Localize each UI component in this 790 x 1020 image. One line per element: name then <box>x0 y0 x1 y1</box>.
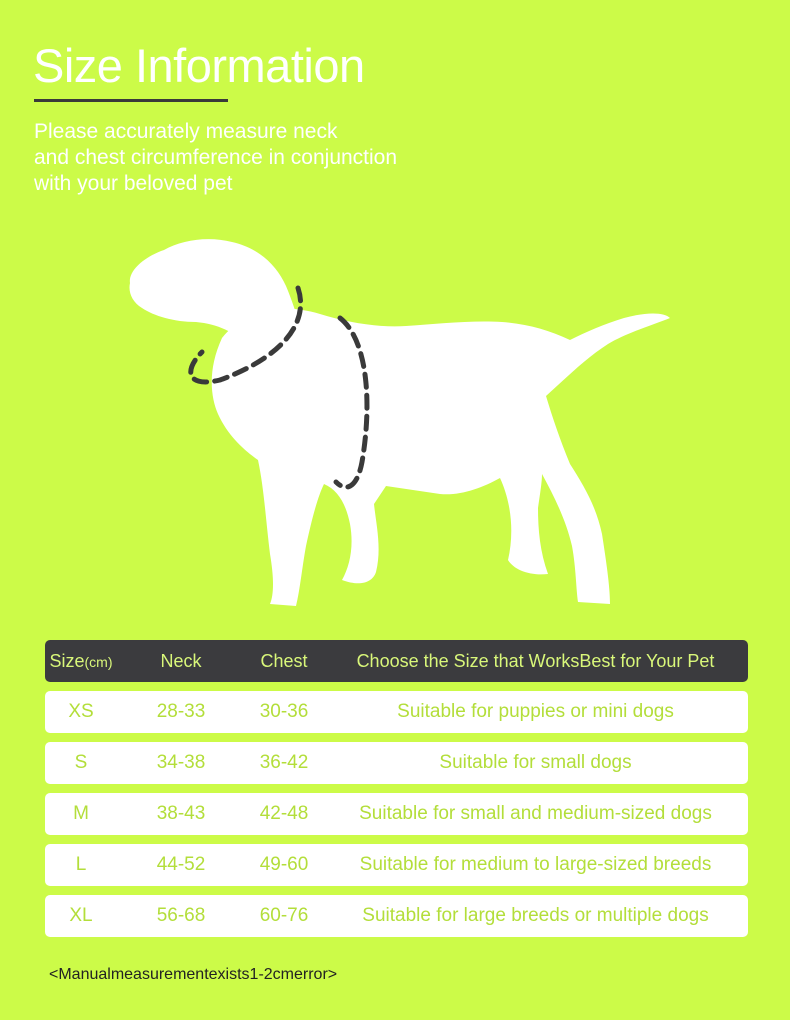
subtitle-line: and chest circumference in conjunction <box>34 146 398 169</box>
table-row <box>45 793 748 835</box>
cell-size: S <box>74 752 88 773</box>
cell-size: XL <box>69 905 93 926</box>
cell-description: Suitable for puppies or mini dogs <box>397 701 674 722</box>
cell-chest: 49-60 <box>259 854 309 875</box>
subtitle-line: Please accurately measure neck <box>34 120 338 143</box>
cell-chest: 36-42 <box>259 752 309 773</box>
page-title: Size Information <box>33 39 365 92</box>
cell-neck: 34-38 <box>156 752 206 773</box>
subtitle-line: with your beloved pet <box>34 172 233 195</box>
cell-chest: 60-76 <box>259 905 309 926</box>
title-underline <box>34 99 228 102</box>
header-size: Size(cm) <box>49 650 113 671</box>
header-size-unit: (cm) <box>84 653 113 670</box>
cell-chest: 42-48 <box>259 803 309 824</box>
table-row <box>45 691 748 733</box>
cell-size: XS <box>68 701 94 722</box>
cell-size: M <box>73 803 89 824</box>
cell-description: Suitable for medium to large-sized breeds <box>359 854 712 875</box>
size-table <box>45 640 748 946</box>
cell-chest: 30-36 <box>259 701 309 722</box>
cell-description: Suitable for small and medium-sized dogs <box>359 803 712 824</box>
table-row <box>45 742 748 784</box>
cell-description: Suitable for large breeds or multiple dogs <box>362 905 709 926</box>
cell-neck: 38-43 <box>156 803 206 824</box>
cell-size: L <box>75 854 87 875</box>
cell-neck: 44-52 <box>156 854 206 875</box>
cell-description: Suitable for small dogs <box>439 752 632 773</box>
subtitle <box>34 119 554 197</box>
table-row <box>45 895 748 937</box>
table-row <box>45 844 748 886</box>
cell-neck: 28-33 <box>156 701 206 722</box>
measurement-error-note: <Manualmeasurementexists1-2cmerror> <box>49 966 338 983</box>
header-chest: Chest <box>260 650 308 671</box>
table-header-row <box>45 640 748 682</box>
dog-silhouette-icon <box>110 228 680 618</box>
header-description: Choose the Size that WorksBest for Your Pet <box>356 650 715 671</box>
cell-neck: 56-68 <box>156 905 206 926</box>
header-neck: Neck <box>160 650 202 671</box>
